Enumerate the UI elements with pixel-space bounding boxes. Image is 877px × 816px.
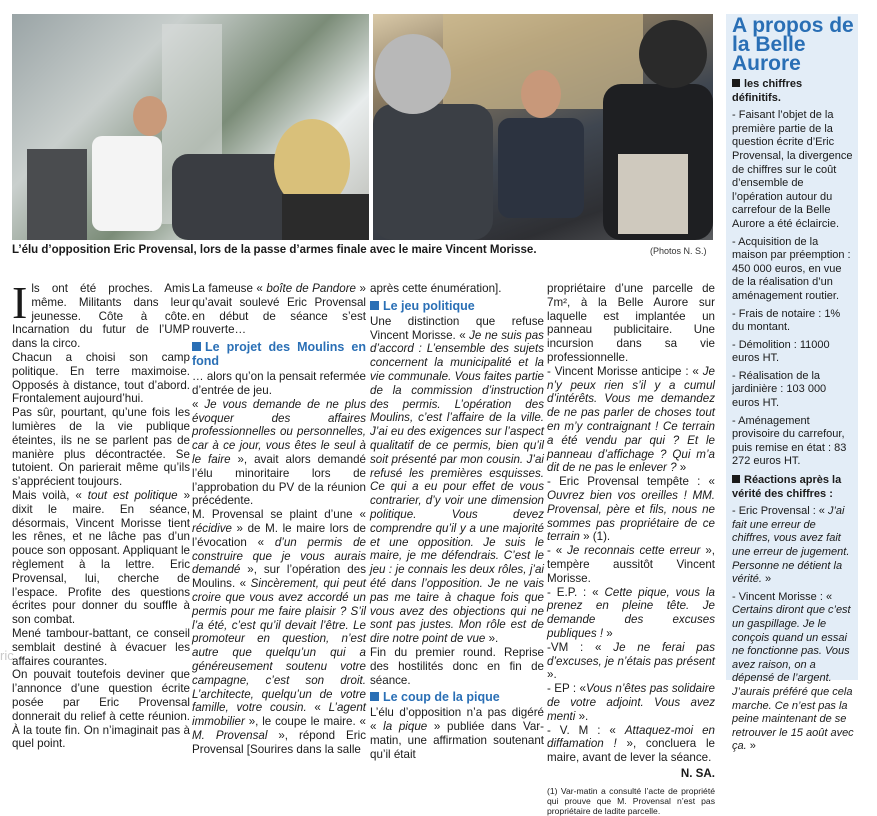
paragraph: - E.P. : « Cette pique, vous la prenez en pleine tête. Je demande des excuses publiques ! » xyxy=(547,585,716,640)
paragraph: La fameuse « boîte de Pandore » qu’avait soulevé Eric Provensal en début de séance s’est rouverte… xyxy=(192,282,366,337)
paragraph: M. Provensal se plaint d’une « récidive » de M. le maire lors de l’évocation « d’un permis de construire que je vous aurais demandé », sur l’opération des Moulins. « Sincèrement, qui peut croire que vous avez accordé un permis pour me faire plaisir ? S’il l’a été, c’est qu’il devait l’être. Le promoteur en question, n’est autre que quelqu’un qui a généreusement soutenu votre campagne, c’est son droit. L’architecte, quelqu’un de votre famille, votre cousin. « L’agent immobilier », le coupe le maire. « M. Provensal », répond Eric Provensal [Sourires dans la salle xyxy=(192,508,366,756)
photo-mayor-illustration xyxy=(373,14,713,240)
subheading-jeu-politique: Le jeu politique xyxy=(370,299,544,313)
photo-credit: (Photos N. S.) xyxy=(650,246,707,256)
paragraph: Mené tambour-battant, ce conseil semblait destiné à évacuer les affaires courantes. xyxy=(12,626,190,668)
paragraph: après cette énumération]. xyxy=(370,282,502,295)
paragraph: -VM : « Je ne ferai pas d’excuses, je n’étais pas présent ». xyxy=(547,640,715,682)
paragraph: L’élu d’opposition n’a pas digéré « la pique » publiée dans Var-matin, une affirmation soutenant qu’il était xyxy=(370,706,545,761)
paragraph: … alors qu’on la pensait refermée d’entrée de jeu. xyxy=(192,370,366,397)
paragraph: « Je vous demande de ne plus évoquer des affaires professionnelles ou personnelles, car à ce jour, vous êtes le seul à le faire », avait alors demandé l’élu minoritaire lors de l’approbation du PV de la réunion précédente. xyxy=(192,397,367,508)
photo-council-right xyxy=(373,14,713,240)
paragraph: Pas sûr, pourtant, qu’une fois les lumières de la vie publique éteintes, ils ne se parlent pas de manière plus décontractée. Se tutoient. On parierait même qu’ils s’apprécient toujours. xyxy=(12,406,190,489)
sidebar-reaction: - Eric Provensal : « J’ai fait une erreur de chiffres, vous avez fait une erreur de jugement. Personne ne détient la vérité. » xyxy=(732,505,850,586)
photo-council-left xyxy=(12,14,369,240)
subheading-moulins: Le projet des Moulins en fond xyxy=(192,340,366,369)
paragraph: - « Je reconnais cette erreur », tempère aussitôt Vincent Morisse. xyxy=(547,544,715,585)
article-column-4 xyxy=(547,282,715,816)
paragraph: - Eric Provensal tempête : « Ouvrez bien vos oreilles ! MM. Provensal, père et fils, nous ne sommes pas propriétaire de ce terrain » (1). xyxy=(547,475,715,544)
paragraph: - EP : «Vous n’êtes pas solidaire de votre adjoint. Vous avez menti ». xyxy=(547,682,716,723)
square-bullet-icon xyxy=(192,342,201,351)
article-column-2 xyxy=(192,282,366,757)
paragraph: Mais voilà, « tout est politique » dixit le maire. En séance, désormais, Vincent Morisse tient les rênes, et ne lâche pas d’un pouce son opposant. Appliquant le règlement à la lettre. Eric Provensal, lui, cherche de l’espace. Profite des questions écrites pour donner du souffle à son combat. xyxy=(12,488,191,627)
article-column-3 xyxy=(370,282,544,762)
square-bullet-icon xyxy=(732,79,740,87)
article-column-1 xyxy=(12,277,191,751)
photo-people-illustration xyxy=(12,14,369,240)
sidebar-item: - Démolition : 11000 euros HT. xyxy=(732,338,830,365)
subheading-coup-de-la-pique: Le coup de la pique xyxy=(370,690,544,704)
paragraph: propriétaire d’une parcelle de 7m², à la Belle Aurore sur laquelle est implantée un panneau publicitaire. Une incursion dans sa vie professionnelle. xyxy=(547,282,715,364)
sidebar-item: - Aménagement provisoire du carrefour, puis remise en état : 83 272 euros HT. xyxy=(732,414,847,468)
sidebar-item: - Frais de notaire : 1% du montant. xyxy=(732,307,841,334)
paragraph: On pouvait toutefois deviner que l’annonce d’une question écrite posée par Eric Provensal donnerait du relief à cette réunion. À la toute fin. On n’imaginait pas à quel point. xyxy=(12,668,190,751)
author-signature: N. SA. xyxy=(680,766,715,780)
watermark: ric xyxy=(0,648,14,663)
sidebar-belle-aurore xyxy=(726,14,858,753)
sidebar-subheading-chiffres: les chiffres définitifs. xyxy=(732,78,803,104)
paragraph: Fin du premier round. Reprise des hostilités donc en fin de séance. xyxy=(370,645,544,687)
paragraph: Ils ont été proches. Amis même. Militants dans leur jeunesse. Côte à côte. Incarnation du futur de l’UMP dans la circo. xyxy=(12,277,190,351)
sidebar-item: - Faisant l’objet de la première partie de la question écrite d’Eric Provensal, la divergence de chiffres sur le coût d’ensemble de l’opération autour du carrefour de la Belle Aurore a été éclaircie. xyxy=(732,109,853,230)
drop-cap: I xyxy=(12,277,28,328)
sidebar-subheading-reactions: Réactions après la vérité des chiffres : xyxy=(732,474,842,500)
square-bullet-icon xyxy=(370,301,379,310)
paragraph: Une distinction que refuse Vincent Morisse. « Je ne suis pas d’accord : L’ensemble des sujets concernent la municipalité et la vie communale. Vous faites partie de la commission d’instruction des permis. L’opération des Moulins, c’est l’affaire de la ville. J’ai eu des exigences sur l’aspect qualitatif de ce permis, bien qu’il soit présenté par mon cousin. J’ai refusé les premières esquisses. Ce qui a eu pour effet de vous contrarier, d’y voir une dimension politique. Vous devez comprendre qu’il y a une majorité et une opposition. Je suis le maire, je me défendrais. C’est le jeu : je connais les deux rôles, j’ai été dans l’opposition. Je ne vais pas me taire à chaque fois que vous avez des objections qui ne sont pas justes. Mon rôle est de dire notre point de vue ». xyxy=(370,314,544,646)
paragraph: - Vincent Morisse anticipe : « Je n’y peux rien s’il y a cumul d’intérêts. Vous me demandez de ne pas parler de choses tout en m’y contraignant ! Ce terrain a été vendu par qui ? Et le panneau d’affichage ? Qui m’a dit de ne pas le enlever ? » xyxy=(547,364,715,475)
paragraph: - V. M : « Attaquez-moi en diffamation ! », concluera le maire, avant de lever la séance. xyxy=(547,723,715,765)
paragraph: Chacun a choisi son camp politique. En terre maximoise. Opposés à distance, tout d’abord. Frontalement aujourd’hui. xyxy=(12,350,190,406)
square-bullet-icon xyxy=(370,692,379,701)
footnote: (1) Var-matin a consulté l’acte de propriété qui prouve que M. Provensal n’est pas propriétaire de ladite parcelle. xyxy=(547,785,715,816)
sidebar-title: A propos de la Belle Aurore xyxy=(732,14,854,75)
sidebar-reaction: - Vincent Morisse : « Certains diront que c’est un gaspillage. Je le conçois quand un essai ne fonctionne pas. Vous avez raison, on a dépensé de l’argent. J’aurais préféré que cela marche. Ce n’est pas la peine maintenant de se retrouver le 15 août avec ça. » xyxy=(732,590,854,753)
sidebar-item: - Acquisition de la maison par préemption : 450 000 euros, en vue de la réalisation d’un aménagement routier. xyxy=(732,235,851,302)
square-bullet-icon xyxy=(732,475,740,483)
sidebar-item: - Réalisation de la jardinière : 103 000 euros HT. xyxy=(732,369,827,410)
photo-caption: L’élu d’opposition Eric Provensal, lors de la passe d’armes finale avec le maire Vincent Morisse. xyxy=(12,244,537,256)
